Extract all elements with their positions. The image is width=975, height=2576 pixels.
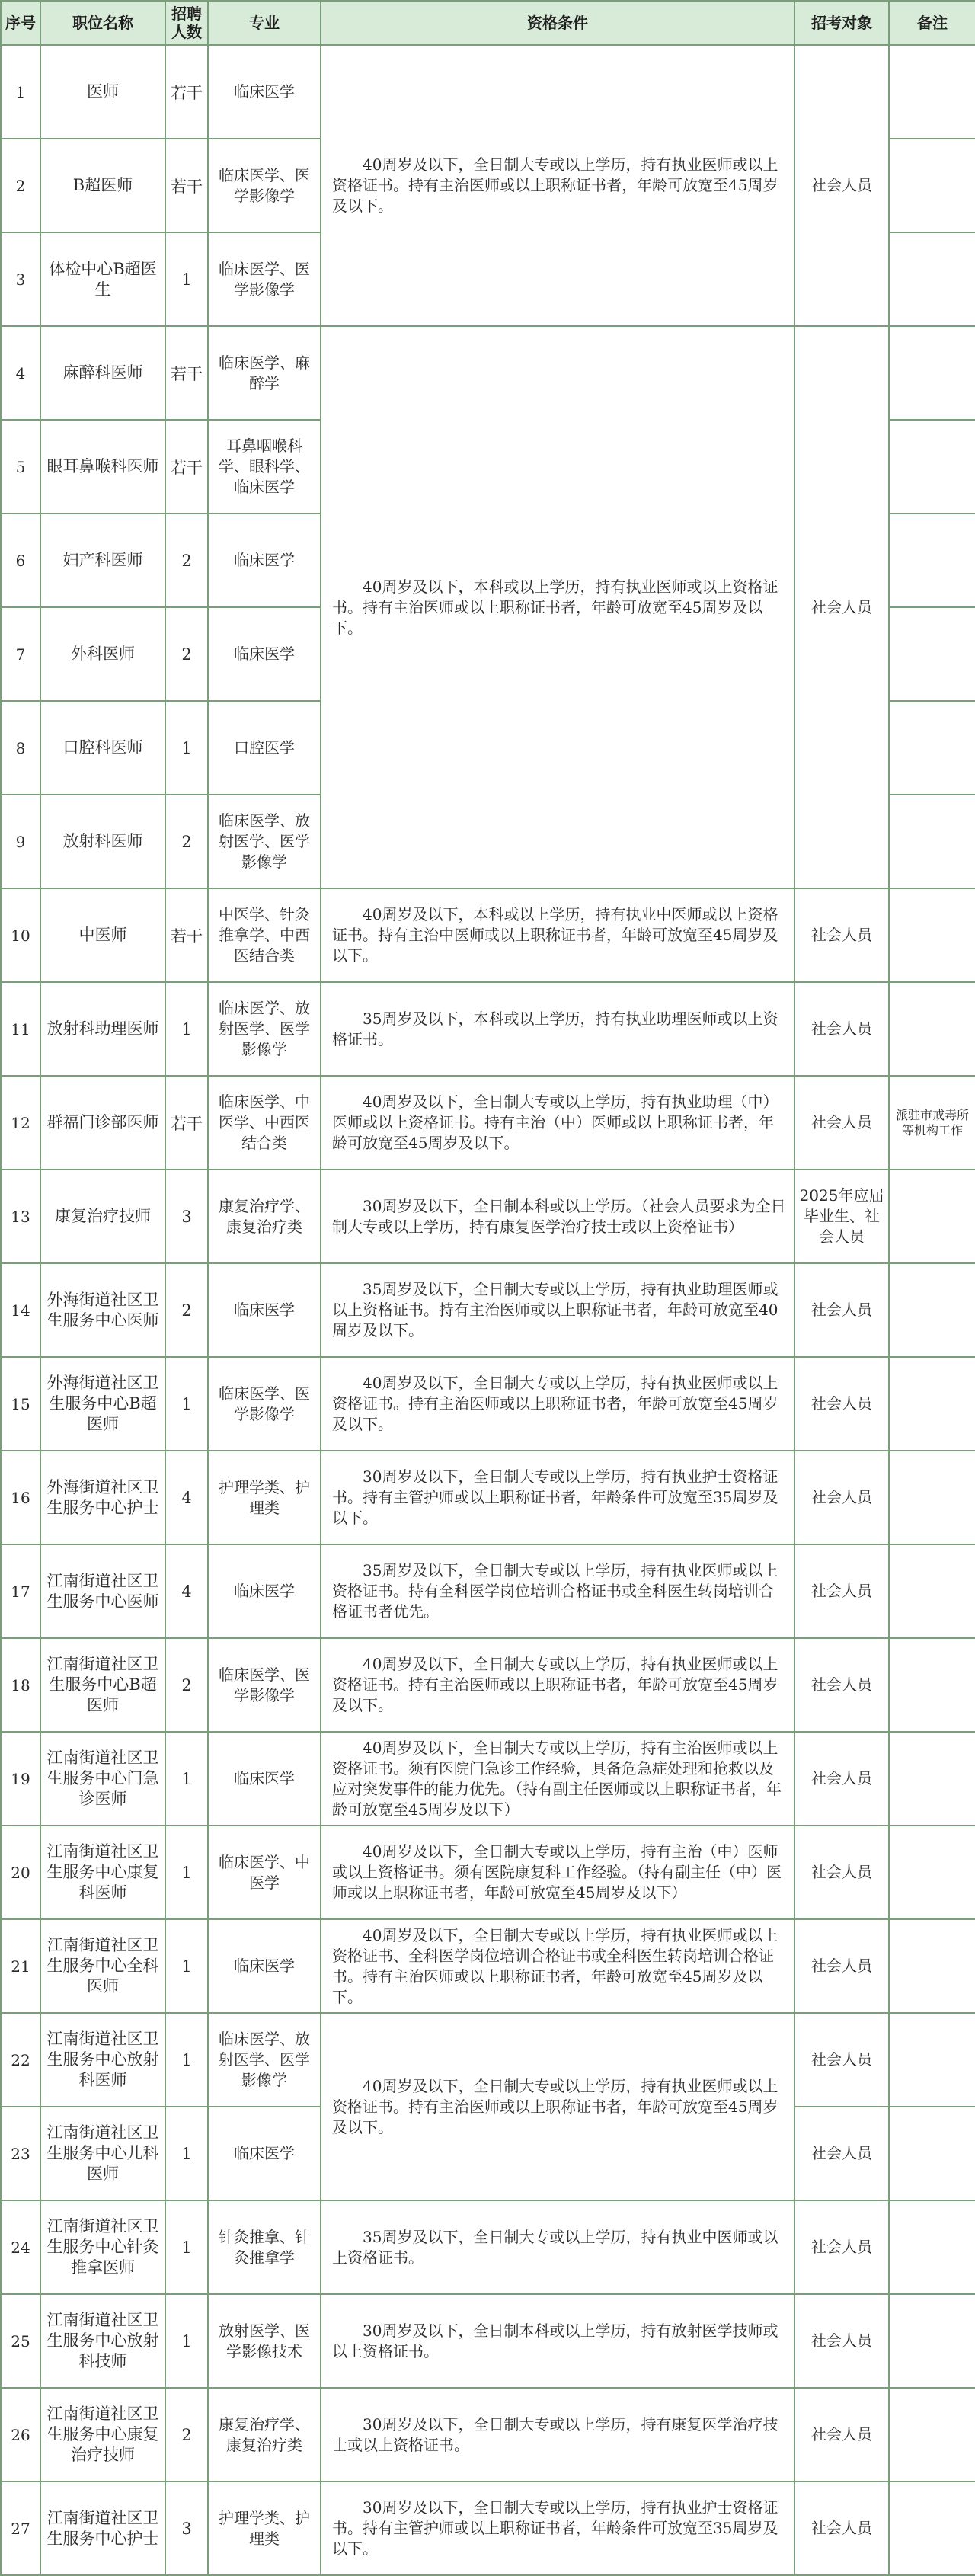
- cell-position: 麻醉科医师: [40, 326, 165, 420]
- cell-note: [889, 1638, 975, 1732]
- cell-count: 1: [165, 1357, 208, 1451]
- cell-position: 江南街道社区卫生服务中心康复治疗技师: [40, 2388, 165, 2482]
- table-row: [1, 2482, 975, 2575]
- cell-target: 社会人员: [794, 1544, 889, 1638]
- cell-count: 1: [165, 1826, 208, 1919]
- header-row: [1, 1, 975, 45]
- cell-qualification: 35周岁及以下，本科或以上学历，持有执业助理医师或以上资格证书。: [321, 982, 794, 1076]
- cell-qualification: 35周岁及以下，全日制大专或以上学历，持有执业中医师或以上资格证书。: [321, 2200, 794, 2294]
- cell-count: 若干: [165, 139, 208, 232]
- cell-position: B超医师: [40, 139, 165, 232]
- cell-count: 2: [165, 1263, 208, 1357]
- cell-seq: 7: [1, 607, 40, 701]
- cell-seq: 20: [1, 1826, 40, 1919]
- cell-note: [889, 795, 975, 888]
- cell-major: 临床医学、医学影像学: [208, 232, 321, 326]
- table-row: [1, 1638, 975, 1732]
- cell-position: 江南街道社区卫生服务中心门急诊医师: [40, 1732, 165, 1826]
- cell-note: [889, 139, 975, 232]
- cell-target: 社会人员: [794, 2200, 889, 2294]
- cell-target: 社会人员: [794, 1919, 889, 2013]
- cell-position: 眼耳鼻喉科医师: [40, 420, 165, 514]
- cell-major: 中医学、针灸推拿学、中西医结合类: [208, 888, 321, 982]
- cell-note: [889, 326, 975, 420]
- cell-major: 护理学类、护理类: [208, 2482, 321, 2575]
- cell-count: 若干: [165, 45, 208, 139]
- cell-count: 1: [165, 2013, 208, 2107]
- cell-major: 临床医学、医学影像学: [208, 139, 321, 232]
- cell-qualification: 35周岁及以下，全日制大专或以上学历，持有执业医师或以上资格证书。持有全科医学岗位培训合格证书或全科医生转岗培训合格证书者优先。: [321, 1544, 794, 1638]
- cell-note: [889, 1451, 975, 1544]
- cell-seq: 16: [1, 1451, 40, 1544]
- cell-count: 1: [165, 1732, 208, 1826]
- cell-position: 群福门诊部医师: [40, 1076, 165, 1170]
- cell-major: 临床医学、麻醉学: [208, 326, 321, 420]
- table-row: [1, 1826, 975, 1919]
- cell-major: 临床医学: [208, 2107, 321, 2200]
- cell-count: 1: [165, 982, 208, 1076]
- cell-major: 康复治疗学、康复治疗类: [208, 1170, 321, 1263]
- cell-note: [889, 2013, 975, 2107]
- cell-count: 2: [165, 2388, 208, 2482]
- cell-count: 若干: [165, 1076, 208, 1170]
- cell-note: [889, 607, 975, 701]
- cell-qualification: 30周岁及以下，全日制本科或以上学历，持有放射医学技师或以上资格证书。: [321, 2294, 794, 2388]
- cell-major: 临床医学、医学影像学: [208, 1638, 321, 1732]
- cell-count: 4: [165, 1451, 208, 1544]
- header-note: 备注: [889, 1, 975, 45]
- cell-position: 外海街道社区卫生服务中心护士: [40, 1451, 165, 1544]
- cell-qualification: 40周岁及以下，全日制大专或以上学历，持有执业医师或以上资格证书。持有主治医师或以上职称证书者，年龄可放宽至45周岁及以下。: [321, 45, 794, 326]
- cell-major: 临床医学、中医学、中西医结合类: [208, 1076, 321, 1170]
- cell-position: 江南街道社区卫生服务中心放射科医师: [40, 2013, 165, 2107]
- cell-qualification: 30周岁及以下，全日制大专或以上学历，持有康复医学治疗技士或以上资格证书。: [321, 2388, 794, 2482]
- cell-count: 3: [165, 1170, 208, 1263]
- cell-position: 江南街道社区卫生服务中心医师: [40, 1544, 165, 1638]
- cell-position: 妇产科医师: [40, 514, 165, 607]
- cell-note: [889, 982, 975, 1076]
- cell-position: 医师: [40, 45, 165, 139]
- cell-target: 社会人员: [794, 45, 889, 326]
- cell-major: 口腔医学: [208, 701, 321, 795]
- cell-count: 2: [165, 1638, 208, 1732]
- cell-note: [889, 1919, 975, 2013]
- cell-seq: 11: [1, 982, 40, 1076]
- cell-seq: 15: [1, 1357, 40, 1451]
- cell-qualification: 40周岁及以下，全日制大专或以上学历，持有执业医师或以上资格证书。持有主治医师或以上职称证书者，年龄可放宽至45周岁及以下。: [321, 1638, 794, 1732]
- cell-target: 社会人员: [794, 326, 889, 888]
- cell-position: 体检中心B超医生: [40, 232, 165, 326]
- cell-qualification: 40周岁及以下，本科或以上学历，持有执业中医师或以上资格证书。持有主治中医师或以上职称证书者，年龄可放宽至45周岁及以下。: [321, 888, 794, 982]
- cell-seq: 9: [1, 795, 40, 888]
- cell-target: 社会人员: [794, 1732, 889, 1826]
- cell-note: [889, 1357, 975, 1451]
- cell-position: 外科医师: [40, 607, 165, 701]
- cell-note: [889, 514, 975, 607]
- cell-position: 康复治疗技师: [40, 1170, 165, 1263]
- cell-seq: 24: [1, 2200, 40, 2294]
- cell-count: 3: [165, 2482, 208, 2575]
- cell-seq: 6: [1, 514, 40, 607]
- cell-note: [889, 1170, 975, 1263]
- cell-seq: 12: [1, 1076, 40, 1170]
- table-row: [1, 2013, 975, 2107]
- cell-qualification: 40周岁及以下，全日制大专或以上学历，持有执业医师或以上资格证书、全科医学岗位培训合格证书或全科医生转岗培训合格证书。持有主治医师或以上职称证书者，年龄可放宽至45周岁及以下。: [321, 1919, 794, 2013]
- cell-note: [889, 2200, 975, 2294]
- cell-target: 社会人员: [794, 1826, 889, 1919]
- cell-note: [889, 1544, 975, 1638]
- cell-major: 临床医学、放射医学、医学影像学: [208, 795, 321, 888]
- table-row: [1, 45, 975, 139]
- table-row: [1, 1076, 975, 1170]
- cell-count: 1: [165, 701, 208, 795]
- cell-position: 江南街道社区卫生服务中心儿科医师: [40, 2107, 165, 2200]
- cell-count: 1: [165, 2200, 208, 2294]
- cell-target: 社会人员: [794, 1451, 889, 1544]
- cell-count: 若干: [165, 326, 208, 420]
- cell-major: 临床医学: [208, 1919, 321, 2013]
- cell-note: [889, 420, 975, 514]
- cell-major: 放射医学、医学影像技术: [208, 2294, 321, 2388]
- cell-position: 江南街道社区卫生服务中心康复科医师: [40, 1826, 165, 1919]
- header-qualification: 资格条件: [321, 1, 794, 45]
- header-position: 职位名称: [40, 1, 165, 45]
- cell-major: 临床医学、中医学: [208, 1826, 321, 1919]
- cell-seq: 8: [1, 701, 40, 795]
- header-major: 专业: [208, 1, 321, 45]
- cell-note: [889, 2107, 975, 2200]
- cell-qualification: 35周岁及以下，全日制大专或以上学历，持有执业助理医师或以上资格证书。持有主治医师或以上职称证书者，年龄可放宽至40周岁及以下。: [321, 1263, 794, 1357]
- table-row: [1, 1170, 975, 1263]
- cell-major: 临床医学: [208, 45, 321, 139]
- cell-note: [889, 888, 975, 982]
- cell-count: 若干: [165, 888, 208, 982]
- cell-note: [889, 2294, 975, 2388]
- cell-major: 护理学类、护理类: [208, 1451, 321, 1544]
- table-row: [1, 1263, 975, 1357]
- cell-position: 口腔科医师: [40, 701, 165, 795]
- cell-position: 江南街道社区卫生服务中心B超医师: [40, 1638, 165, 1732]
- cell-seq: 10: [1, 888, 40, 982]
- cell-seq: 26: [1, 2388, 40, 2482]
- cell-qualification: 40周岁及以下，全日制大专或以上学历，持有主治（中）医师或以上资格证书。须有医院康复科工作经验。（持有副主任（中）医师或以上职称证书者，年龄可放宽至45周岁及以下）: [321, 1826, 794, 1919]
- cell-qualification: 40周岁及以下，全日制大专或以上学历，持有执业医师或以上资格证书。持有主治医师或以上职称证书者，年龄可放宽至45周岁及以下。: [321, 1357, 794, 1451]
- cell-count: 4: [165, 1544, 208, 1638]
- cell-position: 江南街道社区卫生服务中心全科医师: [40, 1919, 165, 2013]
- cell-target: 社会人员: [794, 888, 889, 982]
- cell-seq: 2: [1, 139, 40, 232]
- cell-position: 江南街道社区卫生服务中心护士: [40, 2482, 165, 2575]
- cell-seq: 14: [1, 1263, 40, 1357]
- table-row: [1, 982, 975, 1076]
- cell-qualification: 40周岁及以下，全日制大专或以上学历，持有主治医师或以上资格证书。须有医院门急诊工作经验，具备危急症处理和抢救以及应对突发事件的能力优先。（持有副主任医师或以上职称证书者，年龄可放宽至45周岁及以下）: [321, 1732, 794, 1826]
- cell-note: [889, 2388, 975, 2482]
- cell-major: 针灸推拿、针灸推拿学: [208, 2200, 321, 2294]
- cell-note: [889, 1826, 975, 1919]
- cell-target: 社会人员: [794, 2107, 889, 2200]
- cell-count: 2: [165, 795, 208, 888]
- cell-note: 派驻市戒毒所等机构工作: [889, 1076, 975, 1170]
- table-row: [1, 1544, 975, 1638]
- cell-position: 江南街道社区卫生服务中心放射科技师: [40, 2294, 165, 2388]
- cell-major: 临床医学、医学影像学: [208, 1357, 321, 1451]
- cell-note: [889, 1263, 975, 1357]
- cell-count: 1: [165, 232, 208, 326]
- header-target: 招考对象: [794, 1, 889, 45]
- cell-major: 临床医学: [208, 1732, 321, 1826]
- cell-qualification: 40周岁及以下，本科或以上学历，持有执业医师或以上资格证书。持有主治医师或以上职称证书者，年龄可放宽至45周岁及以下。: [321, 326, 794, 888]
- cell-major: 临床医学: [208, 514, 321, 607]
- cell-major: 临床医学: [208, 1263, 321, 1357]
- cell-target: 社会人员: [794, 2388, 889, 2482]
- cell-position: 外海街道社区卫生服务中心B超医师: [40, 1357, 165, 1451]
- table-row: [1, 1451, 975, 1544]
- cell-target: 社会人员: [794, 1357, 889, 1451]
- cell-count: 1: [165, 1919, 208, 2013]
- table-row: [1, 1732, 975, 1826]
- table-row: [1, 1919, 975, 2013]
- cell-seq: 3: [1, 232, 40, 326]
- cell-seq: 1: [1, 45, 40, 139]
- cell-position: 中医师: [40, 888, 165, 982]
- cell-note: [889, 701, 975, 795]
- cell-major: 临床医学、放射医学、医学影像学: [208, 2013, 321, 2107]
- table-row: [1, 326, 975, 420]
- cell-target: 社会人员: [794, 1638, 889, 1732]
- cell-seq: 27: [1, 2482, 40, 2575]
- cell-seq: 17: [1, 1544, 40, 1638]
- cell-target: 社会人员: [794, 2482, 889, 2575]
- cell-major: 耳鼻咽喉科学、眼科学、临床医学: [208, 420, 321, 514]
- cell-seq: 21: [1, 1919, 40, 2013]
- cell-count: 2: [165, 607, 208, 701]
- cell-count: 若干: [165, 420, 208, 514]
- cell-target: 社会人员: [794, 2013, 889, 2107]
- cell-qualification: 30周岁及以下，全日制大专或以上学历，持有执业护士资格证书。持有主管护师或以上职称证书者，年龄条件可放宽至35周岁及以下。: [321, 1451, 794, 1544]
- cell-seq: 13: [1, 1170, 40, 1263]
- cell-count: 1: [165, 2107, 208, 2200]
- cell-target: 社会人员: [794, 1076, 889, 1170]
- cell-qualification: 40周岁及以下，全日制大专或以上学历，持有执业医师或以上资格证书。持有主治医师或以上职称证书者，年龄可放宽至45周岁及以下。: [321, 2013, 794, 2200]
- table-row: [1, 1357, 975, 1451]
- cell-major: 临床医学: [208, 607, 321, 701]
- cell-target: 社会人员: [794, 1263, 889, 1357]
- cell-position: 放射科助理医师: [40, 982, 165, 1076]
- cell-seq: 5: [1, 420, 40, 514]
- cell-major: 临床医学、放射医学、医学影像学: [208, 982, 321, 1076]
- cell-seq: 23: [1, 2107, 40, 2200]
- cell-target: 社会人员: [794, 2294, 889, 2388]
- cell-seq: 22: [1, 2013, 40, 2107]
- cell-note: [889, 45, 975, 139]
- cell-qualification: 40周岁及以下，全日制大专或以上学历，持有执业助理（中）医师或以上资格证书。持有主治（中）医师或以上职称证书者，年龄可放宽至45周岁及以下。: [321, 1076, 794, 1170]
- cell-major: 临床医学: [208, 1544, 321, 1638]
- header-count: 招聘人数: [165, 1, 208, 45]
- cell-note: [889, 232, 975, 326]
- cell-target: 社会人员: [794, 982, 889, 1076]
- cell-position: 放射科医师: [40, 795, 165, 888]
- cell-qualification: 30周岁及以下，全日制本科或以上学历。（社会人员要求为全日制大专或以上学历，持有康复医学治疗技士或以上资格证书）: [321, 1170, 794, 1263]
- cell-major: 康复治疗学、康复治疗类: [208, 2388, 321, 2482]
- table-row: [1, 2294, 975, 2388]
- cell-position: 外海街道社区卫生服务中心医师: [40, 1263, 165, 1357]
- cell-seq: 18: [1, 1638, 40, 1732]
- cell-count: 1: [165, 2294, 208, 2388]
- header-seq: 序号: [1, 1, 40, 45]
- cell-seq: 19: [1, 1732, 40, 1826]
- cell-note: [889, 2482, 975, 2575]
- table-row: [1, 2388, 975, 2482]
- cell-count: 2: [165, 514, 208, 607]
- cell-qualification: 30周岁及以下，全日制大专或以上学历，持有执业护士资格证书。持有主管护师或以上职称证书者，年龄条件可放宽至35周岁及以下。: [321, 2482, 794, 2575]
- cell-target: 2025年应届毕业生、社会人员: [794, 1170, 889, 1263]
- cell-note: [889, 1732, 975, 1826]
- cell-seq: 25: [1, 2294, 40, 2388]
- cell-seq: 4: [1, 326, 40, 420]
- cell-position: 江南街道社区卫生服务中心针灸推拿医师: [40, 2200, 165, 2294]
- table-row: [1, 2200, 975, 2294]
- table-row: [1, 888, 975, 982]
